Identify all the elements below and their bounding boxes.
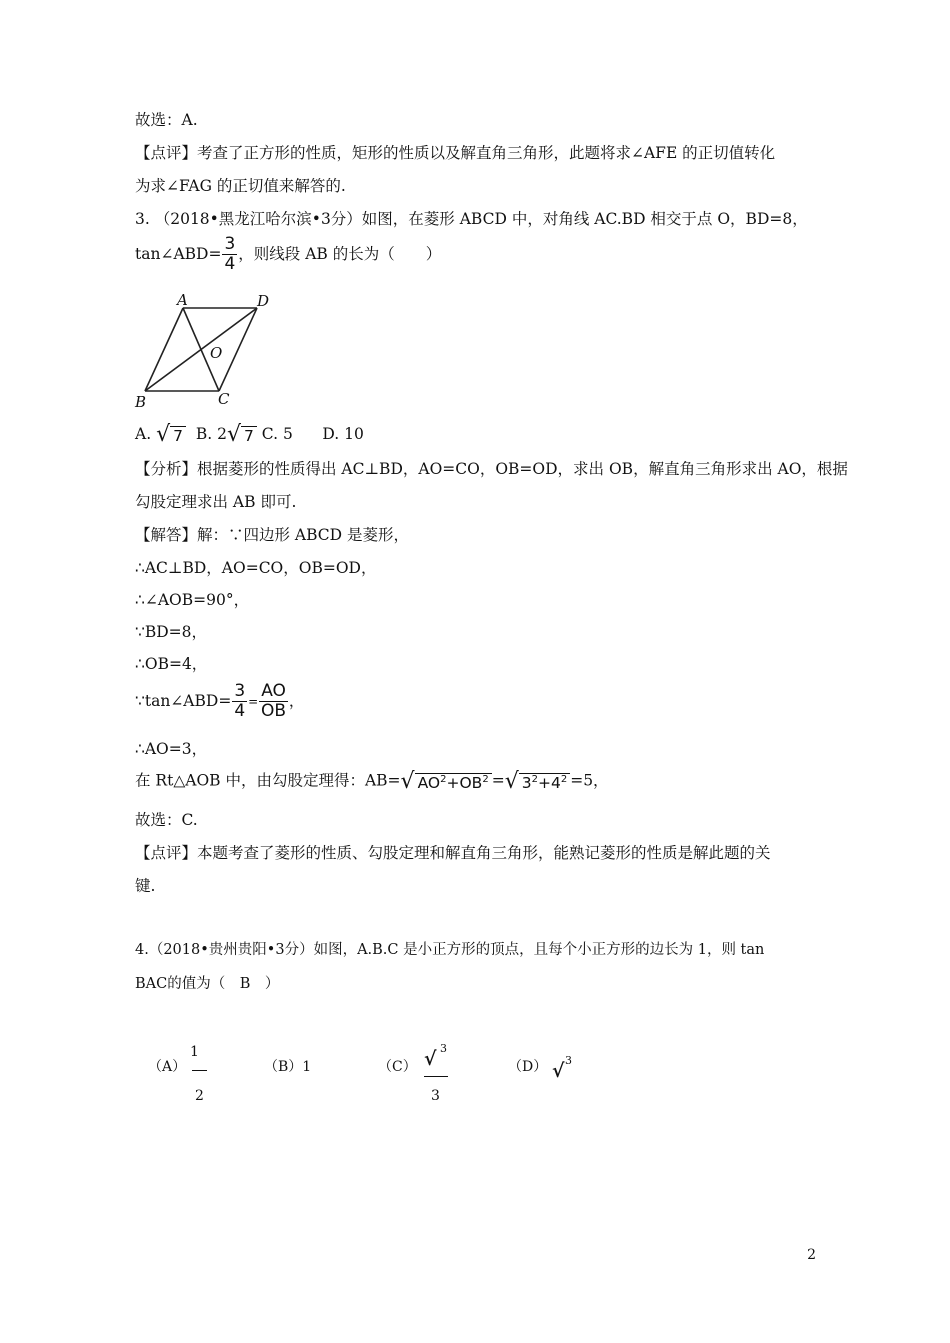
question-3-stem-cont <box>135 236 441 273</box>
choice-b: B. 2 <box>195 425 227 443</box>
comment-line: 键. <box>135 877 156 895</box>
q4-option-c-den: 3 <box>431 1088 440 1104</box>
question-3-stem: 3. （2018•黑龙江哈尔滨•3分）如图，在菱形 ABCD 中，对角线 AC.BD 相交于点 O，BD=8， <box>135 210 808 228</box>
radicand: 3 <box>440 1042 447 1055</box>
numerator: 3 <box>234 681 246 701</box>
radical: √ 7 <box>227 425 257 446</box>
q4-option-a-den: 2 <box>195 1088 204 1104</box>
solution-line: 【解答】解：∵四边形 ABCD 是菱形， <box>135 526 410 544</box>
radicand: +4 <box>537 774 561 793</box>
solution-line-tan <box>135 683 304 720</box>
text-span: ， <box>288 691 305 710</box>
radical-sign: √ <box>552 1060 565 1082</box>
text-span: tan∠ABD= <box>135 244 222 263</box>
label-d: D <box>257 292 270 310</box>
fraction <box>232 683 247 720</box>
label-c: C <box>218 390 230 408</box>
fraction <box>222 236 237 273</box>
denominator: 4 <box>224 254 236 274</box>
text-span: =5， <box>570 771 609 790</box>
fraction <box>259 683 288 720</box>
q4-option-a-num: 1 <box>190 1044 199 1060</box>
question-4-stem-cont: BAC的值为（ B ） <box>135 976 280 992</box>
choice-d: D. 10 <box>322 425 364 443</box>
question-3-choices <box>135 421 364 447</box>
radical: √ $3^2+4^2$ <box>505 770 571 793</box>
comment-line: 【点评】本题考查了菱形的性质、勾股定理和解直角三角形，能熟记菱形的性质是解此题的关 <box>135 844 771 862</box>
radicand: AO <box>417 774 441 793</box>
fraction-bar <box>192 1070 207 1071</box>
solution-line: ∴OB=4， <box>135 655 208 673</box>
exponent: 2 <box>440 774 447 785</box>
equals: = <box>491 771 505 790</box>
exponent: 2 <box>531 774 538 785</box>
choice-a: A. <box>135 425 152 443</box>
rhombus-figure <box>130 290 280 410</box>
equals: = <box>248 694 259 709</box>
q4-option-b-label: （B）1 <box>264 1059 312 1075</box>
text-line: 故选：A. <box>135 111 198 129</box>
radicand: 7 <box>170 426 186 445</box>
exponent: 2 <box>482 774 489 785</box>
solution-line: ∴AO=3， <box>135 740 208 758</box>
solution-line-pythagoras <box>135 770 609 793</box>
solution-line: 故选：C. <box>135 811 198 829</box>
text-line: 【点评】考查了正方形的性质，矩形的性质以及解直角三角形，此题将求∠AFE 的正切值转化 <box>135 144 776 162</box>
fraction-bar <box>424 1076 448 1077</box>
analysis-line: 勾股定理求出 AB 即可. <box>135 493 297 511</box>
radicand: 3 <box>565 1054 572 1067</box>
radical-sign: √ <box>424 1048 437 1070</box>
solution-line: ∴∠AOB=90°， <box>135 591 250 609</box>
choice-c: C. 5 <box>261 425 293 443</box>
text-line: 为求∠FAG 的正切值来解答的. <box>135 177 346 195</box>
radicand: +OB <box>446 774 483 793</box>
exponent: 2 <box>560 774 568 785</box>
question-4-stem: 4.（2018•贵州贵阳•3分）如图，A.B.C 是小正方形的顶点，且每个小正方形的边长为 1，则 tan <box>135 942 765 958</box>
text-span: ∵tan∠ABD= <box>135 691 232 710</box>
numerator: 3 <box>224 234 236 254</box>
numerator: AO <box>261 681 286 701</box>
page-number: 2 <box>807 1247 816 1263</box>
label-b: B <box>135 393 147 410</box>
text-span: ，则线段 AB 的长为（ ） <box>238 244 442 263</box>
radical: √ 7 <box>156 425 186 446</box>
denominator: OB <box>261 701 287 721</box>
denominator: 4 <box>234 701 246 721</box>
q4-option-c-label: （C） <box>378 1059 417 1075</box>
label-o: O <box>210 344 223 362</box>
radical: √ $AO^2+OB^2$ <box>401 770 492 793</box>
q4-option-a-label: （A） <box>148 1059 187 1075</box>
solution-line: ∵BD=8， <box>135 623 208 641</box>
solution-line: ∴AC⊥BD，AO=CO，OB=OD， <box>135 559 377 577</box>
radicand: 7 <box>241 426 257 445</box>
text-span: 在 Rt△AOB 中，由勾股定理得：AB= <box>135 771 401 790</box>
radicand: 3 <box>521 774 532 793</box>
q4-option-d-label: （D） <box>508 1059 548 1075</box>
label-a: A <box>177 291 188 309</box>
analysis-line: 【分析】根据菱形的性质得出 AC⊥BD，AO=CO，OB=OD，求出 OB，解直角三角形求出 AO，根据 <box>135 460 848 478</box>
